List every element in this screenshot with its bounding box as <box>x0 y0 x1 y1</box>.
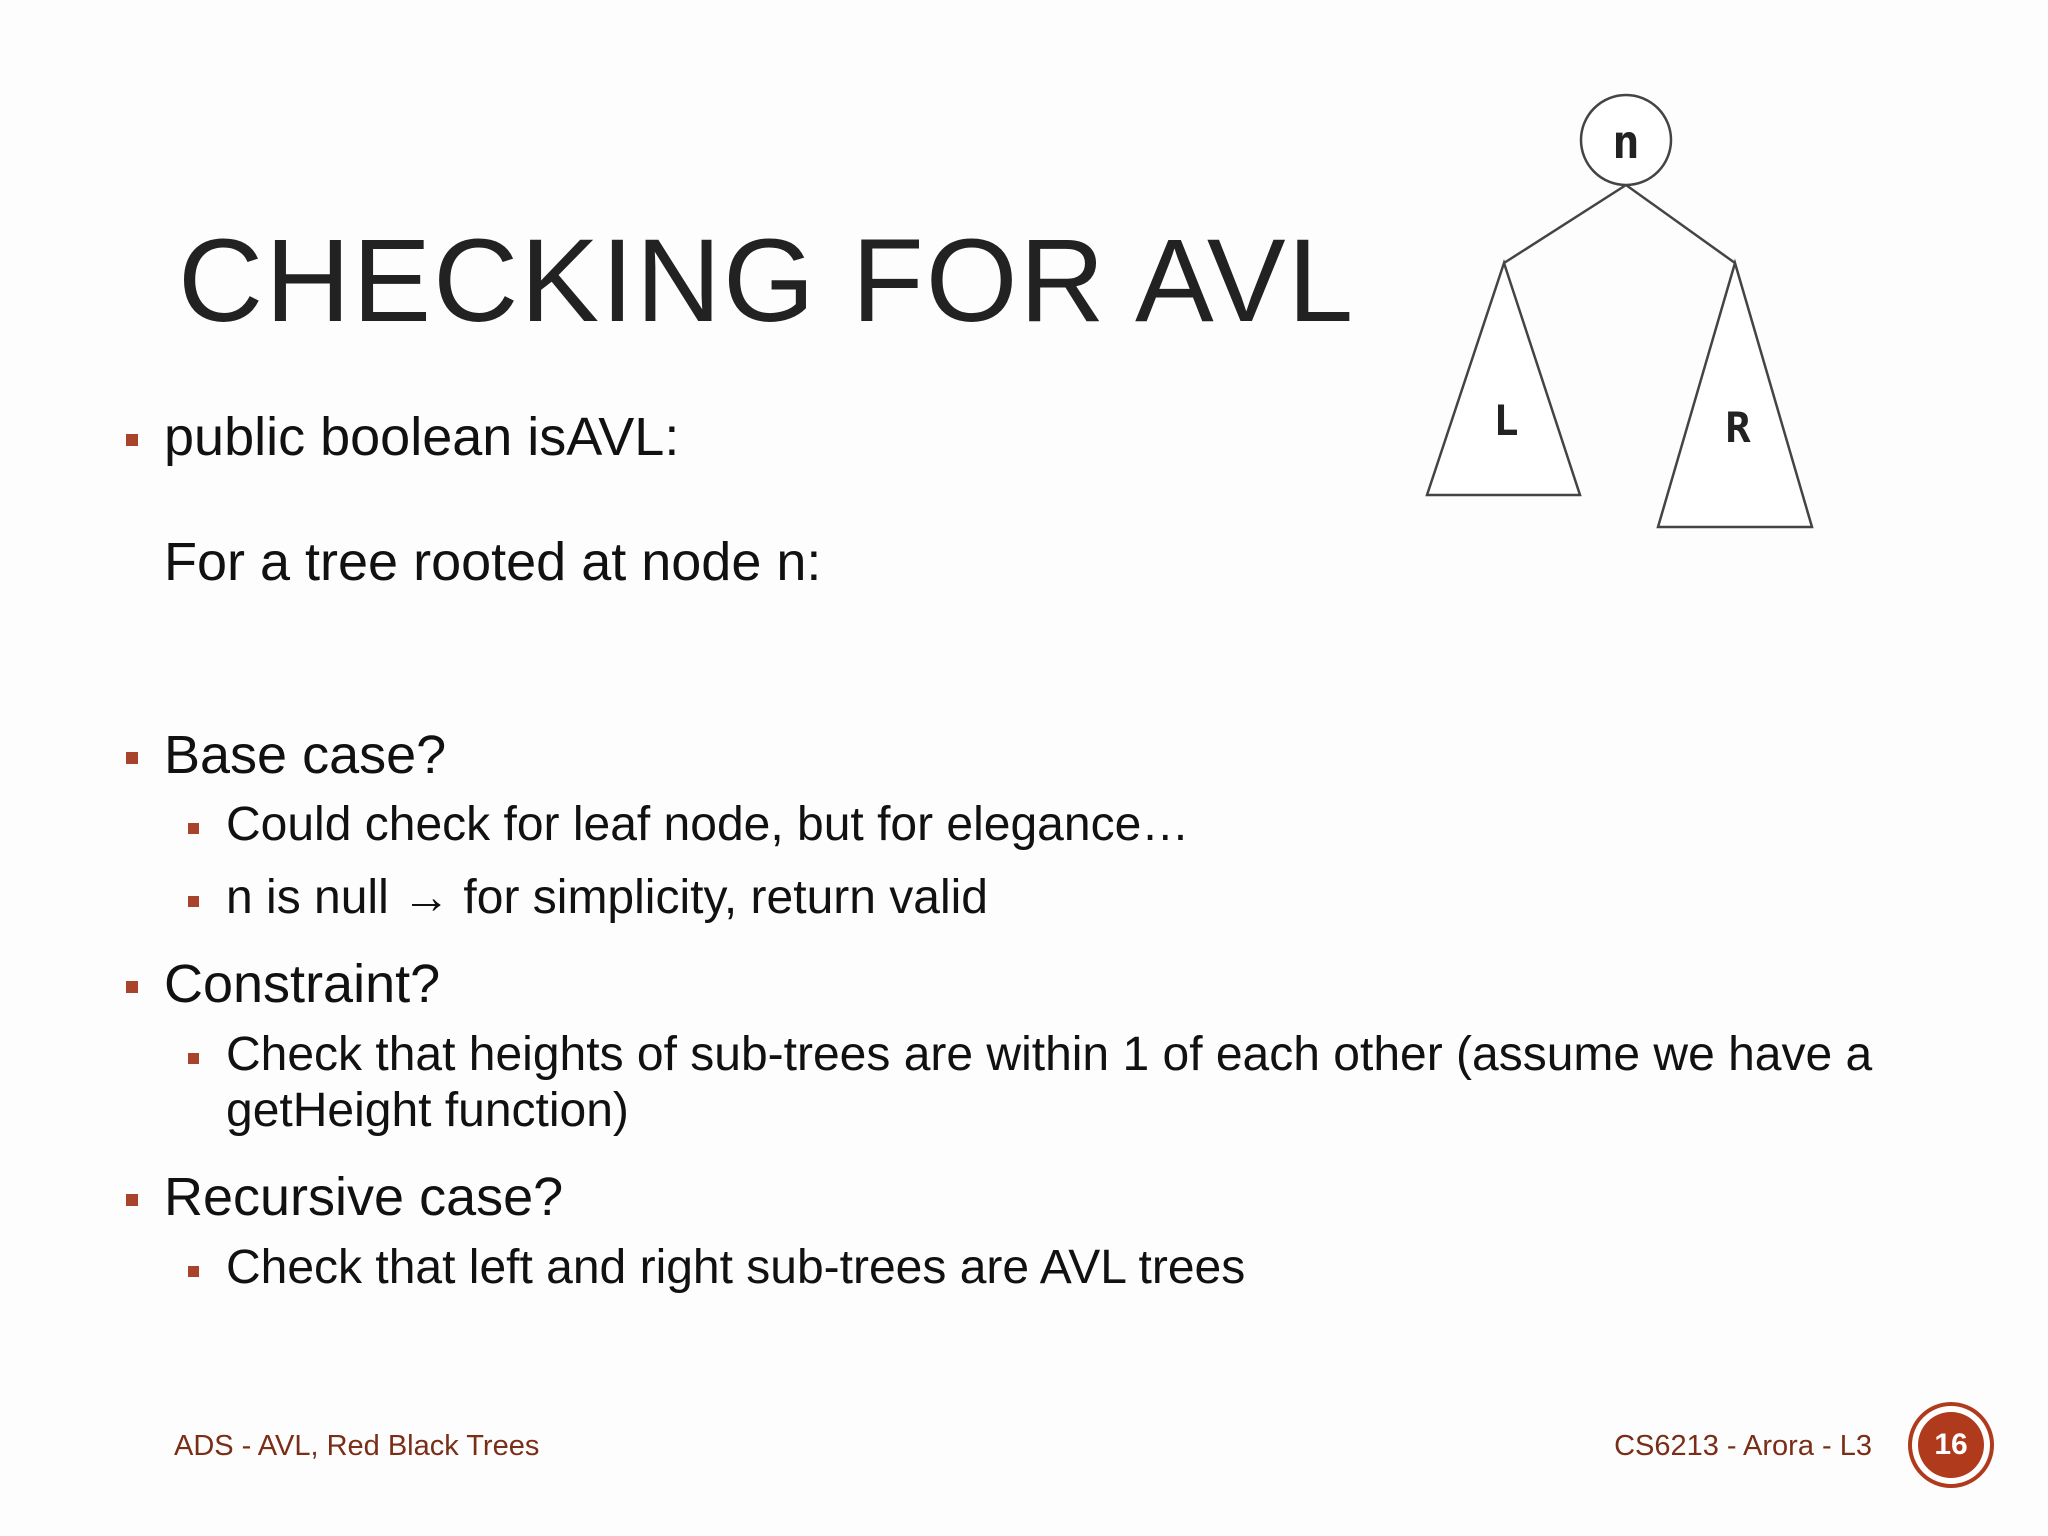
footer-course-code: CS6213 - Arora - L3 <box>1614 1430 1872 1462</box>
page-number: 16 <box>1918 1412 1984 1478</box>
bullet-square-icon <box>188 1053 199 1064</box>
slide-title: CHECKING FOR AVL <box>178 215 1356 347</box>
sub-bullet-text: Could check for leaf node, but for elegance… <box>226 798 1190 852</box>
left-subtree-label: L <box>1493 396 1519 445</box>
sub-bullet-text: n is null → for simplicity, return valid <box>226 870 988 924</box>
root-node-label: n <box>1612 115 1640 169</box>
bullet-item <box>124 405 1884 470</box>
bullet-square-icon <box>126 1194 138 1206</box>
bullet-square-icon <box>188 896 199 907</box>
sub-bullet-item <box>124 870 1884 926</box>
bullet-text: Base case? <box>164 724 447 785</box>
sub-bullet-text: Check that left and right sub-trees are AVL trees <box>226 1240 1246 1294</box>
bullet-square-icon <box>188 823 199 834</box>
bullet-square-icon <box>126 752 138 764</box>
right-subtree-label: R <box>1725 403 1751 452</box>
sub-bullet-item <box>124 797 1884 853</box>
bullet-text: Constraint? <box>164 953 441 1014</box>
paragraph: For a tree rooted at node n: <box>164 531 822 592</box>
bullet-square-icon <box>188 1266 199 1277</box>
bullet-text: public boolean isAVL: <box>164 407 680 467</box>
bullet-text: Recursive case? <box>164 1166 564 1227</box>
bullet-item <box>124 723 1884 788</box>
bullet-square-icon <box>126 434 138 446</box>
bullet-item <box>124 1165 1884 1230</box>
bullet-item <box>124 952 1884 1017</box>
slide-body <box>124 405 1884 1296</box>
footer-course-title: ADS - AVL, Red Black Trees <box>174 1430 540 1462</box>
sub-bullet-item <box>124 1027 1926 1139</box>
bullet-square-icon <box>126 981 138 993</box>
sub-bullet-item <box>124 1240 1884 1296</box>
sub-bullet-text: Check that heights of sub-trees are within 1 of each other (assume we have a getHeight function) <box>226 1027 1873 1137</box>
edge-left <box>1504 185 1626 263</box>
page-number-badge <box>1908 1402 1994 1488</box>
edge-right <box>1626 185 1735 263</box>
